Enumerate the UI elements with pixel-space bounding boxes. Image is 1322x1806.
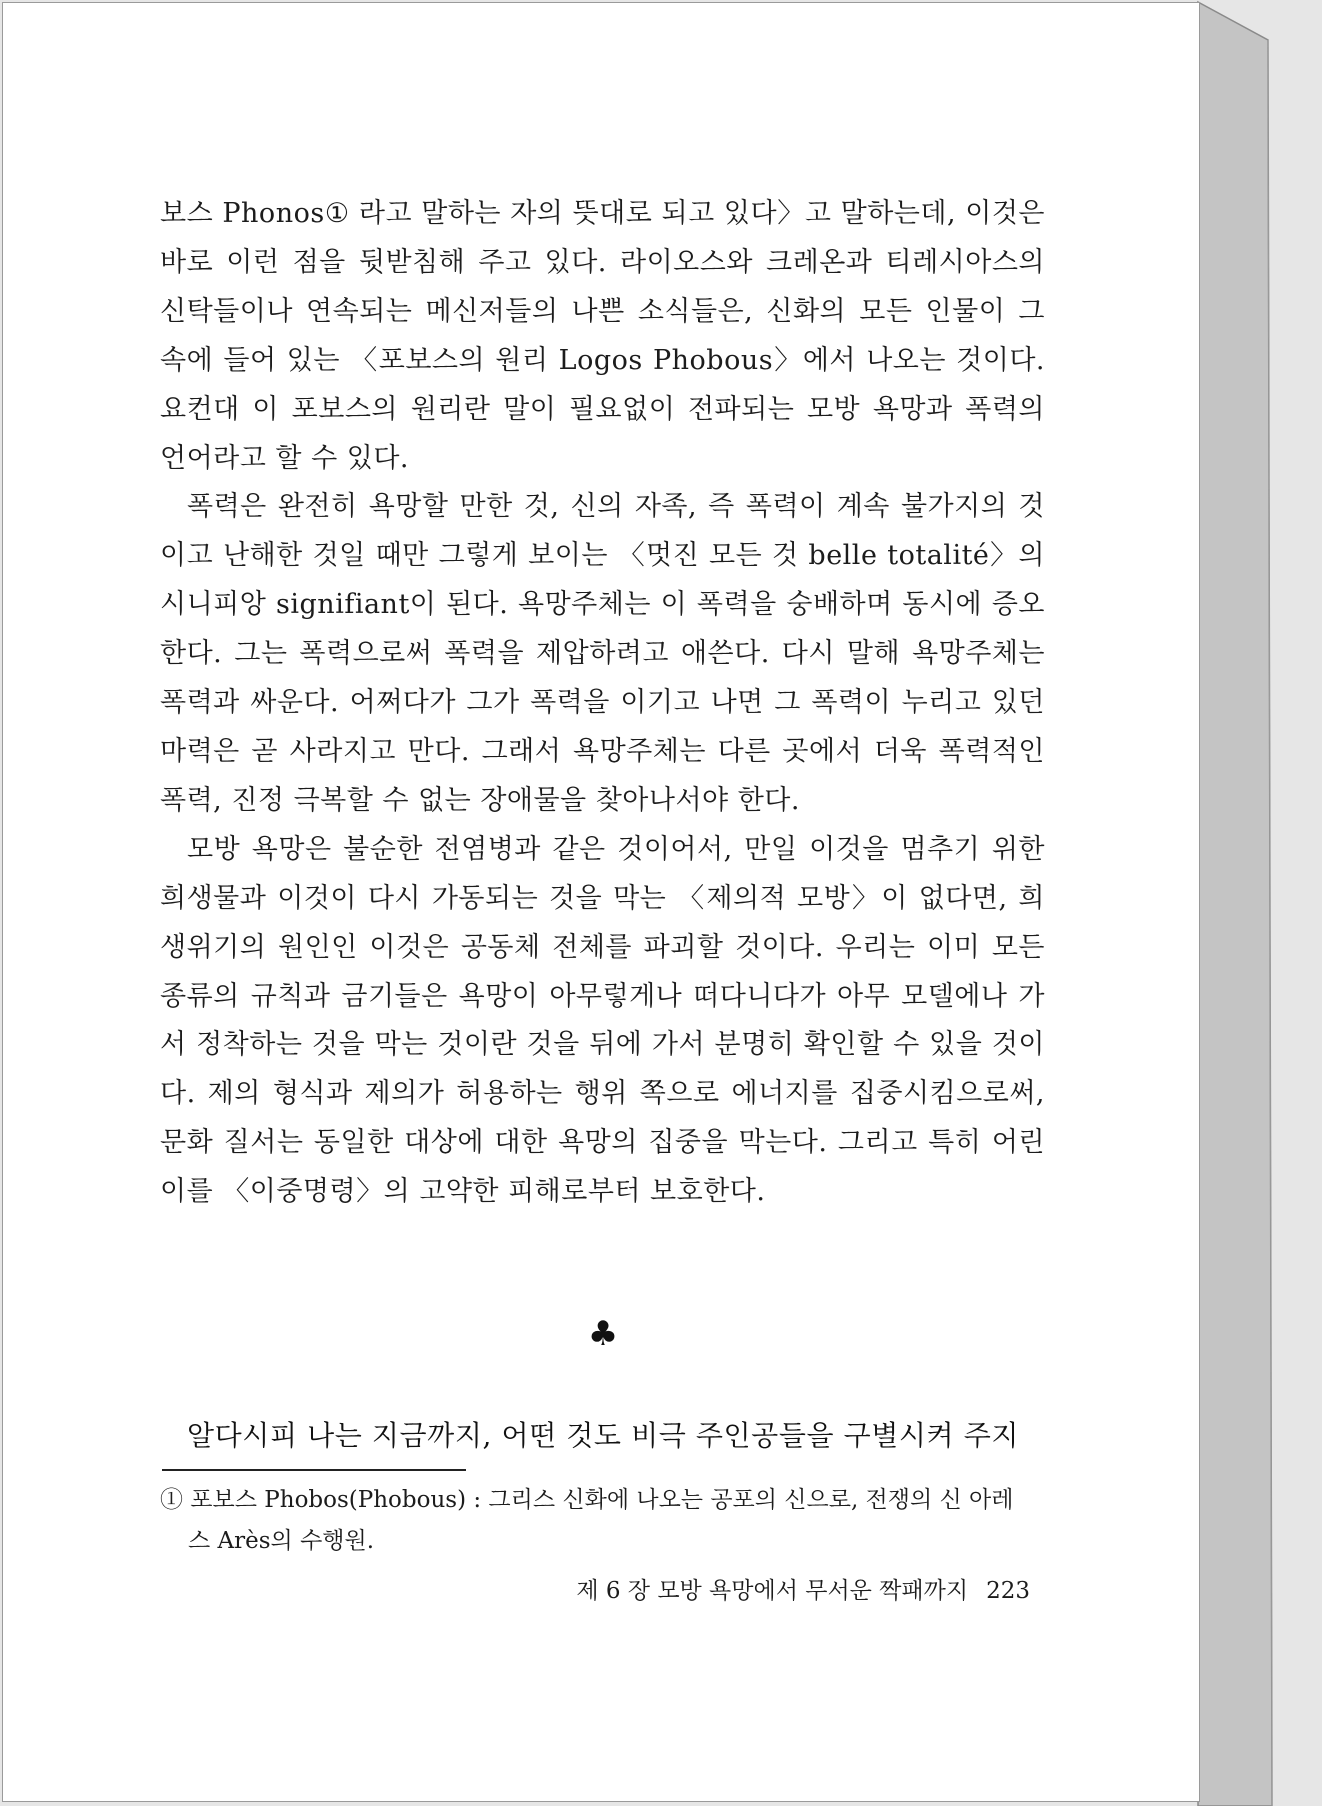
footnote-divider xyxy=(162,1469,466,1471)
paragraph: 보스 Phonos① 라고 말하는 자의 뜻대로 되고 있다〉고 말하는데, 이것은 바로 이런 점을 뒷받침해 주고 있다. 라이오스와 크레온과 티레시아스의 신탁들이나 연속되는 메신저들의 나쁜 소식들은, 신화의 모든 인물이 그 속에 들어 있는 〈포보스의 원리 Logos Phobous〉에서 나오는 것이다. 요컨대 이 포보스의 원리란 말이 필요없이 전파되는 모방 욕망과 폭력의 언어라고 할 수 있다. xyxy=(160,198,1045,474)
page-number: 223 xyxy=(986,1578,1030,1604)
footnote xyxy=(160,1480,1050,1562)
footnote-line: ① 포보스 Phobos(Phobous) : 그리스 신화에 나오는 공포의 신으로, 전쟁의 신 아레 xyxy=(160,1487,1014,1513)
paragraph: 폭력은 완전히 욕망할 만한 것, 신의 자족, 즉 폭력이 계속 불가지의 것이고 난해한 것일 때만 그렇게 보이는 〈멋진 모든 것 belle totalité〉의 시니피앙 signifiant이 된다. 욕망주체는 이 폭력을 숭배하며 동시에 증오한다. 그는 폭력으로써 폭력을 제압하려고 애쓴다. 다시 말해 욕망주체는 폭력과 싸운다. 어쩌다가 그가 폭력을 이기고 나면 그 폭력이 누리고 있던 마력은 곧 사라지고 만다. 그래서 욕망주체는 다른 곳에서 더욱 폭력적인 폭력, 진정 극복할 수 없는 장애물을 찾아나서야 한다. xyxy=(160,491,1045,816)
next-section-line: 알다시피 나는 지금까지, 어떤 것도 비극 주인공들을 구별시켜 주지 xyxy=(187,1419,1020,1452)
body-text xyxy=(160,190,1045,1217)
running-footer xyxy=(520,1574,1030,1608)
chapter-title: 제 6 장 모방 욕망에서 무서운 짝패까지 xyxy=(576,1578,969,1604)
paragraph: 모방 욕망은 불순한 전염병과 같은 것이어서, 만일 이것을 멈추기 위한 희생물과 이것이 다시 가동되는 것을 막는 〈제의적 모방〉이 없다면, 희생위기의 원인인 이것은 공동체 전체를 파괴할 것이다. 우리는 이미 모든 종류의 규칙과 금기들은 욕망이 아무렇게나 떠다니다가 아무 모델에나 가서 정착하는 것을 막는 것이란 것을 뒤에 가서 분명히 확인할 수 있을 것이다. 제의 형식과 제의가 허용하는 행위 쪽으로 에너지를 집중시킴으로써, 문화 질서는 동일한 대상에 대한 욕망의 집중을 막는다. 그리고 특히 어린이를 〈이중명령〉의 고약한 피해로부터 보호한다. xyxy=(160,833,1045,1208)
footnote-line: 스 Arès의 수행원. xyxy=(188,1528,375,1554)
club-ornament-icon: ♣ xyxy=(587,1314,619,1354)
